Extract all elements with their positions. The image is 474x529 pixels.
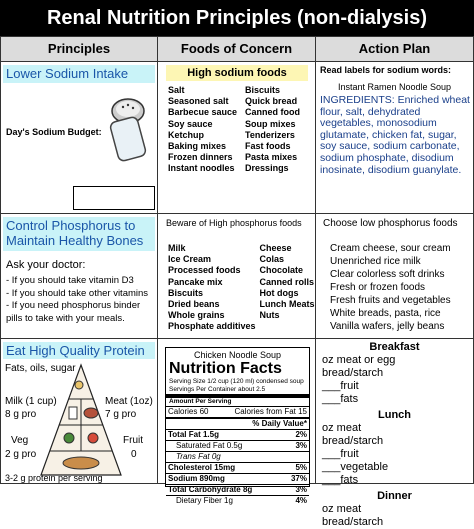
sodium-budget-input[interactable] bbox=[73, 186, 155, 210]
meal-item: oz meat or egg bbox=[322, 354, 396, 366]
phosphorus-action-cell bbox=[315, 213, 474, 339]
food-item: Instant noodles bbox=[168, 163, 235, 174]
list-item: Unenriched rice milk bbox=[330, 256, 421, 267]
food-item: Baking mixes bbox=[168, 141, 227, 152]
phosphorus-heading: Control Phosphorus to Maintain Healthy Bones bbox=[3, 217, 155, 251]
nf-row-pct: 3% bbox=[295, 441, 307, 450]
food-item: Colas bbox=[259, 254, 285, 265]
food-item: Ketchup bbox=[168, 129, 204, 140]
question-item: - If you should take other vitamins bbox=[6, 287, 149, 299]
question-item: - If you need phosphorus binder pills to take with your meals. bbox=[6, 300, 141, 324]
food-item: Ice Cream bbox=[168, 254, 212, 265]
veg-label: Veg bbox=[11, 435, 29, 446]
high-sodium-title: High sodium foods bbox=[166, 65, 308, 81]
nf-row bbox=[166, 495, 309, 506]
nf-row bbox=[166, 462, 309, 473]
nf-servings: Servings Per Container about 2.5 bbox=[166, 386, 309, 398]
food-item: Dried beans bbox=[168, 299, 220, 310]
nf-row-pct: 3% bbox=[295, 485, 307, 494]
sodium-budget-label: Day's Sodium Budget: bbox=[6, 127, 102, 137]
page-title: Renal Nutrition Principles (non-dialysis) bbox=[0, 0, 474, 36]
nf-row-label: Trans Fat 0g bbox=[176, 452, 221, 461]
meal-item: ___fats bbox=[322, 474, 359, 486]
nf-row-pct: 37% bbox=[290, 474, 307, 483]
label-product-name: Instant Ramen Noodle Soup bbox=[337, 82, 452, 92]
nutrition-label-cell bbox=[157, 338, 316, 505]
veg-protein: 2 g pro bbox=[5, 449, 37, 460]
sodium-heading: Lower Sodium Intake bbox=[3, 65, 155, 83]
meal-item: ___fruit bbox=[322, 380, 359, 392]
food-item: Barbecue sauce bbox=[168, 107, 238, 118]
fruit-label: Fruit bbox=[123, 435, 143, 446]
header-principles: Principles bbox=[0, 36, 158, 62]
sodium-action-cell bbox=[315, 61, 474, 214]
food-item: Biscuits bbox=[245, 85, 281, 95]
food-item: Pancake mix bbox=[168, 276, 223, 287]
ingredients-label: INGREDIENTS: Enriched wheat flour, salt, dehydrated vegetables, monosodium glutamate, chicken fat, sugar, soy sauce, sodium carbonate, sodium phosphate, disodium inosinate, disodium guanylate. bbox=[320, 94, 470, 176]
food-item: Soup mixes bbox=[245, 118, 296, 129]
list-item: Cream cheese, sour cream bbox=[330, 243, 451, 254]
meal-plan-cell bbox=[315, 338, 474, 528]
sodium-action-title: Read labels for sodium words: bbox=[320, 65, 452, 75]
meat-protein: 7 g pro bbox=[105, 409, 137, 420]
food-item: Tenderizers bbox=[245, 129, 295, 140]
nf-row bbox=[166, 451, 309, 462]
food-item: Fast foods bbox=[245, 141, 291, 152]
list-item: Fresh or frozen foods bbox=[330, 282, 426, 293]
nf-title: Nutrition Facts bbox=[169, 360, 282, 377]
food-item: Salt bbox=[168, 85, 185, 95]
nf-row-label: Total Carbohydrate 8g bbox=[168, 485, 253, 494]
fats-label: Fats, oils, sugar bbox=[5, 363, 76, 374]
milk-protein: 8 g pro bbox=[5, 409, 37, 420]
food-item: Dressings bbox=[245, 163, 289, 174]
food-item: Hot dogs bbox=[259, 287, 299, 298]
nf-dv: % Daily Value* bbox=[252, 419, 307, 428]
list-item: Vanilla wafers, jelly beans bbox=[330, 321, 445, 332]
nf-product: Chicken Noodle Soup bbox=[193, 350, 282, 360]
low-phosphorus-list bbox=[330, 242, 472, 333]
nutrition-table bbox=[0, 36, 474, 528]
nutrition-facts-label bbox=[165, 347, 310, 505]
nf-row bbox=[166, 473, 309, 484]
beware-title: Beware of High phosphorus foods bbox=[166, 218, 302, 228]
sodium-foods-cell bbox=[157, 61, 316, 214]
phosphorus-foods-cell bbox=[157, 213, 316, 339]
lunch-heading: Lunch bbox=[378, 409, 411, 421]
choose-title: Choose low phosphorus foods bbox=[323, 218, 458, 229]
nf-row bbox=[166, 484, 309, 495]
food-item: Nuts bbox=[259, 310, 280, 321]
fruit-protein: 0 bbox=[131, 449, 137, 460]
phosphorus-foods-left bbox=[168, 243, 256, 333]
nf-row-label: Sodium 890mg bbox=[168, 474, 225, 483]
food-item: Biscuits bbox=[168, 287, 204, 298]
protein-principle-cell bbox=[0, 338, 158, 484]
meal-item: ___vegetable bbox=[322, 461, 389, 473]
food-item: Pasta mixes bbox=[245, 152, 298, 163]
meal-item: oz meat bbox=[322, 503, 362, 515]
nf-row bbox=[166, 429, 309, 440]
nf-calories: Calories 60 bbox=[168, 407, 209, 416]
food-item: Lunch Meats bbox=[259, 299, 315, 310]
food-item: Processed foods bbox=[168, 265, 241, 276]
food-item: Quick bread bbox=[245, 96, 298, 107]
meal-item: ___fats bbox=[322, 393, 359, 405]
food-item: Phosphate additives bbox=[168, 321, 256, 332]
food-item: Cheese bbox=[259, 243, 292, 253]
meat-label: Meat (1oz) bbox=[105, 396, 153, 407]
list-item: Clear colorless soft drinks bbox=[330, 269, 445, 280]
sodium-foods-right bbox=[237, 85, 313, 175]
food-item: Milk bbox=[168, 243, 186, 253]
list-item: Fresh fruits and vegetables bbox=[330, 295, 451, 306]
breakfast-heading: Breakfast bbox=[369, 341, 420, 353]
food-item: Soy sauce bbox=[168, 118, 213, 129]
phosphorus-principle-cell bbox=[0, 213, 158, 339]
meal-item: ___fruit bbox=[322, 448, 359, 460]
header-action-plan: Action Plan bbox=[315, 36, 474, 62]
food-item: Chocolate bbox=[259, 265, 304, 276]
milk-label: Milk (1 cup) bbox=[5, 396, 57, 407]
nf-dv-row bbox=[166, 417, 309, 429]
nf-row bbox=[166, 440, 309, 451]
protein-footer: 3-2 g protein per serving bbox=[5, 473, 103, 483]
food-item: Whole grains bbox=[168, 310, 225, 321]
doctor-questions bbox=[6, 275, 156, 325]
food-item: Canned rolls bbox=[259, 276, 315, 287]
nf-row-pct: 4% bbox=[295, 496, 307, 505]
nf-amount: Amount Per Serving bbox=[169, 398, 232, 405]
sodium-foods-left bbox=[168, 85, 237, 175]
food-pyramid-icon bbox=[39, 363, 123, 478]
food-item: Canned food bbox=[245, 107, 301, 118]
salt-shaker-icon bbox=[105, 97, 151, 165]
sodium-principle-cell bbox=[0, 61, 158, 214]
question-item: - If you should take vitamin D3 bbox=[6, 275, 134, 286]
nf-row-pct: 2% bbox=[295, 430, 307, 439]
nf-row-label: Saturated Fat 0.5g bbox=[176, 441, 243, 450]
header-foods-of-concern: Foods of Concern bbox=[157, 36, 316, 62]
food-item: Frozen dinners bbox=[168, 152, 233, 163]
nf-serving: Serving Size 1/2 cup (120 ml) condensed soup bbox=[169, 378, 304, 385]
meal-item: bread/starch bbox=[322, 516, 384, 528]
nf-row-label: Dietary Fiber 1g bbox=[176, 496, 233, 505]
nf-row-label: Total Fat 1.5g bbox=[168, 430, 219, 439]
meal-plan bbox=[316, 341, 473, 529]
meal-item: bread/starch bbox=[322, 435, 384, 447]
meal-item: bread/starch bbox=[322, 367, 384, 379]
dinner-heading: Dinner bbox=[377, 490, 412, 502]
phosphorus-foods-right bbox=[256, 243, 315, 333]
protein-heading: Eat High Quality Protein bbox=[3, 342, 155, 359]
nf-row-pct: 5% bbox=[295, 463, 307, 472]
nf-calories-row bbox=[166, 406, 309, 417]
nf-calories-fat: Calories from Fat 15 bbox=[234, 407, 307, 416]
nf-row-label: Cholesterol 15mg bbox=[168, 463, 236, 472]
ask-doctor-label: Ask your doctor: bbox=[6, 259, 86, 271]
list-item: White breads, pasta, rice bbox=[330, 308, 441, 319]
meal-item: oz meat bbox=[322, 422, 362, 434]
food-item: Seasoned salt bbox=[168, 96, 229, 107]
